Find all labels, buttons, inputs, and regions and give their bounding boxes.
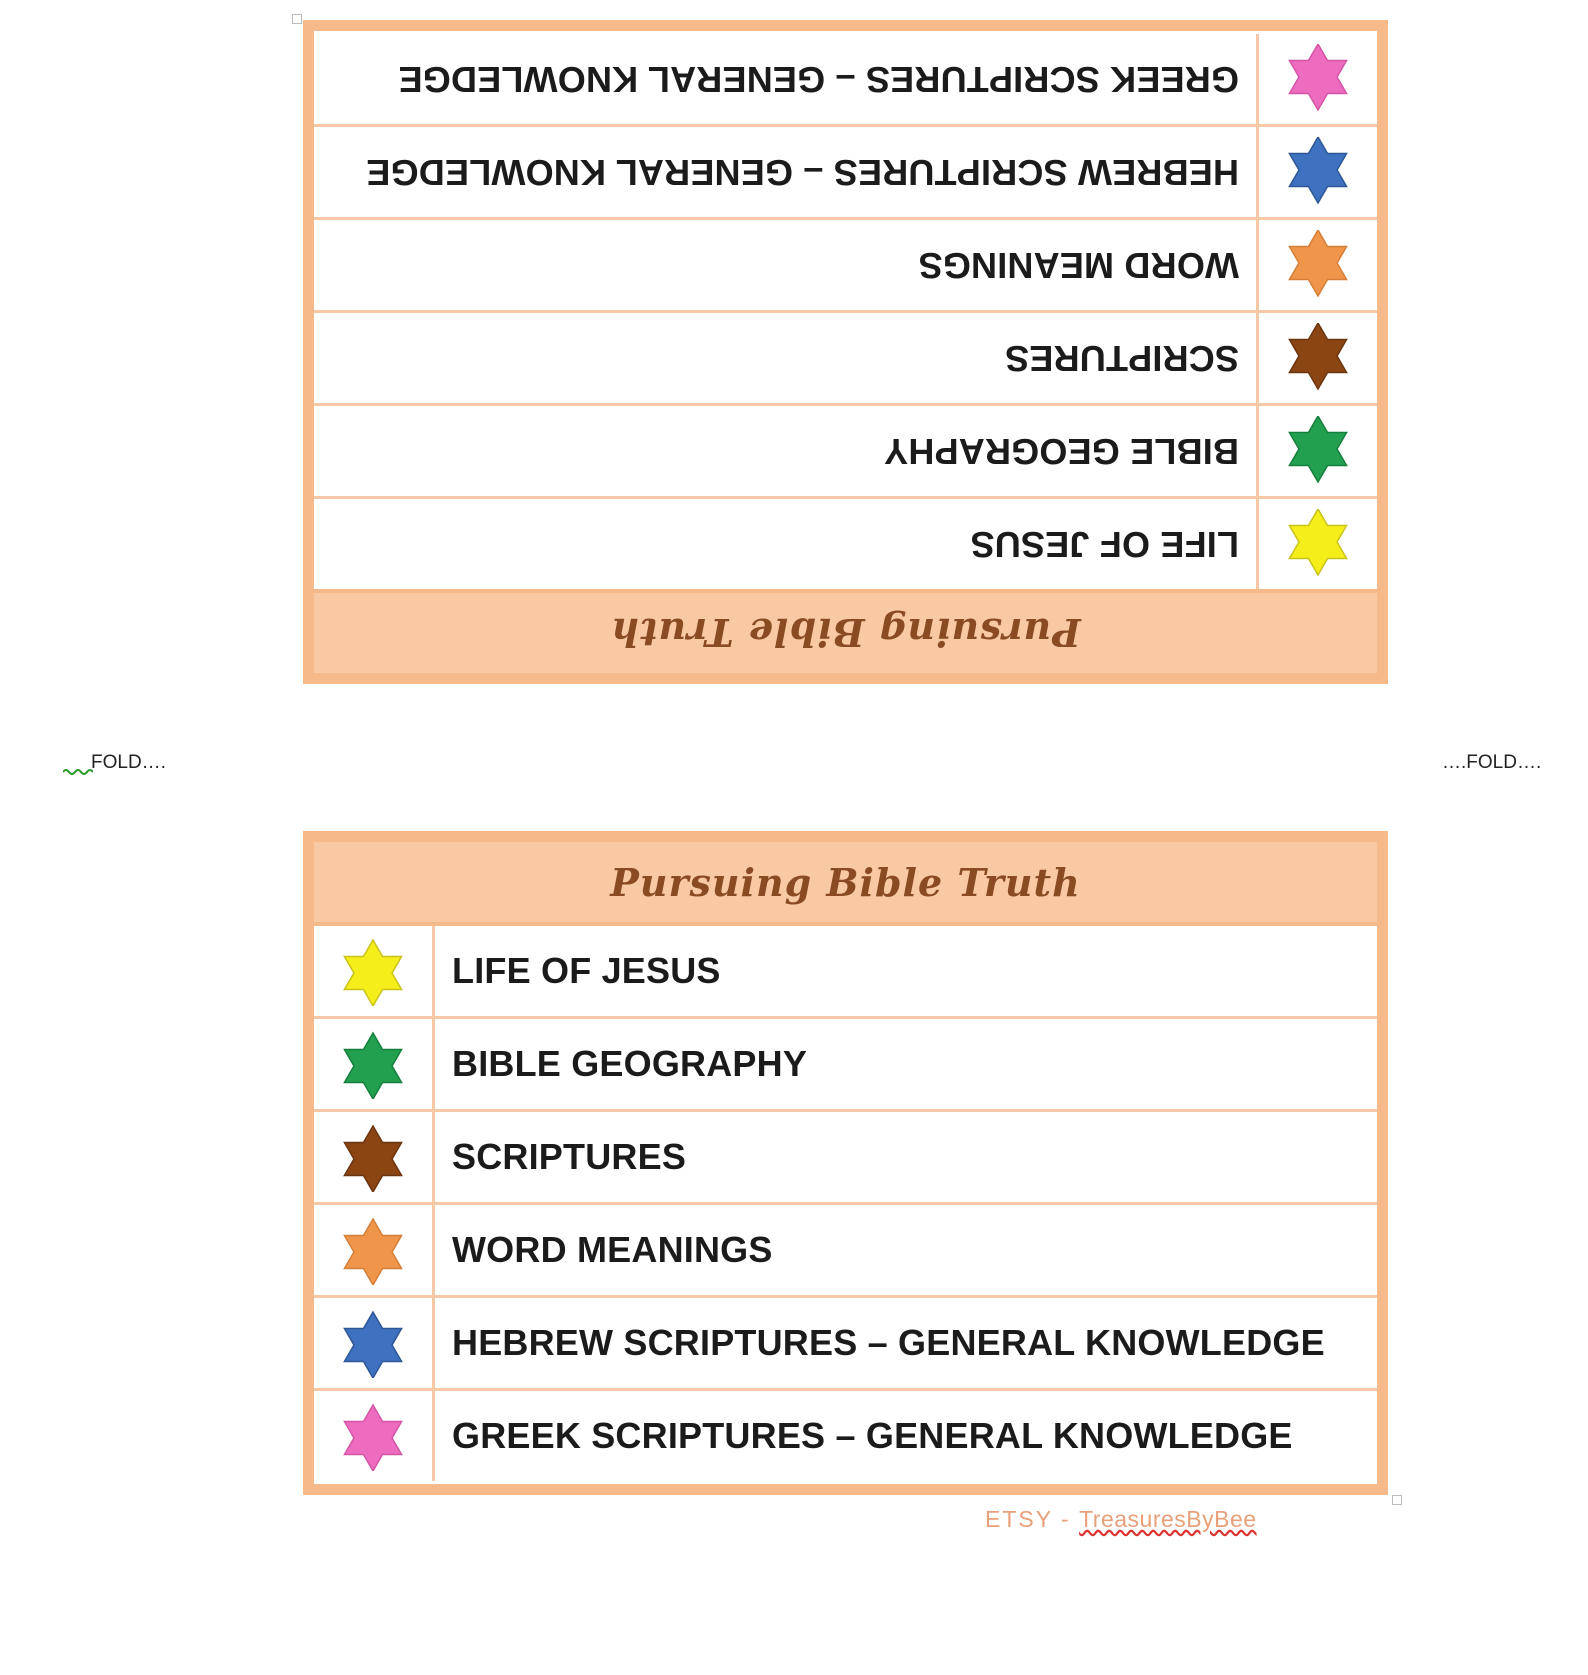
blue-star-icon <box>1283 137 1353 207</box>
fold-marker-right <box>1442 752 1541 774</box>
shop-name: TreasuresByBee <box>1079 1506 1257 1532</box>
category-label: WORD MEANINGS <box>314 219 1258 312</box>
category-label: BIBLE GEOGRAPHY <box>314 405 1258 498</box>
category-label: HEBREW SCRIPTURES – GENERAL KNOWLEDGE <box>434 1297 1378 1390</box>
pink-star-icon <box>1283 44 1353 114</box>
category-label: SCRIPTURES <box>314 312 1258 405</box>
fold-label-left: FOLD…. <box>91 752 166 773</box>
orange-star-icon <box>338 1215 408 1285</box>
credit-line <box>985 1506 1257 1533</box>
category-row <box>314 926 1377 1018</box>
resize-handle-icon <box>292 14 302 24</box>
category-table <box>314 926 1377 1481</box>
fold-marker-left <box>63 752 166 774</box>
category-row <box>314 312 1377 405</box>
credit-prefix: ETSY - <box>985 1506 1071 1532</box>
category-label: BIBLE GEOGRAPHY <box>434 1018 1378 1111</box>
spellcheck-squiggle-icon <box>63 768 93 776</box>
category-row <box>314 34 1377 126</box>
star-cell <box>1258 405 1378 498</box>
resize-handle-icon <box>1392 1495 1402 1505</box>
bookmark-card <box>303 831 1388 1495</box>
green-star-icon <box>338 1029 408 1099</box>
yellow-star-icon <box>338 936 408 1006</box>
star-cell <box>1258 219 1378 312</box>
category-label: LIFE OF JESUS <box>314 498 1258 590</box>
category-row <box>314 1297 1377 1390</box>
star-cell <box>314 926 434 1018</box>
yellow-star-icon <box>1283 509 1353 579</box>
category-label: LIFE OF JESUS <box>434 926 1378 1018</box>
star-cell <box>314 1297 434 1390</box>
star-cell <box>314 1111 434 1204</box>
category-label: HEBREW SCRIPTURES – GENERAL KNOWLEDGE <box>314 126 1258 219</box>
star-cell <box>314 1390 434 1482</box>
brown-star-icon <box>338 1122 408 1192</box>
star-cell <box>1258 312 1378 405</box>
star-cell <box>1258 126 1378 219</box>
bookmark-card-top-flipped <box>303 20 1388 684</box>
category-row <box>314 1204 1377 1297</box>
category-table <box>314 34 1377 589</box>
fold-label-right: ….FOLD…. <box>1442 752 1542 773</box>
category-row <box>314 126 1377 219</box>
category-row <box>314 1390 1377 1482</box>
category-row <box>314 1111 1377 1204</box>
star-cell <box>1258 34 1378 126</box>
category-label: SCRIPTURES <box>434 1111 1378 1204</box>
category-row <box>314 498 1377 590</box>
card-title: Pursuing Bible Truth <box>610 610 1081 656</box>
star-cell <box>1258 498 1378 590</box>
star-cell <box>314 1204 434 1297</box>
star-cell <box>314 1018 434 1111</box>
category-row <box>314 405 1377 498</box>
green-star-icon <box>1283 416 1353 486</box>
card-title: Pursuing Bible Truth <box>610 859 1081 905</box>
category-label: WORD MEANINGS <box>434 1204 1378 1297</box>
card-title-banner <box>314 842 1377 926</box>
category-label: GREEK SCRIPTURES – GENERAL KNOWLEDGE <box>452 1415 1293 1456</box>
card-title-banner <box>314 589 1377 673</box>
orange-star-icon <box>1283 230 1353 300</box>
category-row <box>314 1018 1377 1111</box>
pink-star-icon <box>338 1401 408 1471</box>
category-row <box>314 219 1377 312</box>
category-label: GREEK SCRIPTURES – GENERAL KNOWLEDGE <box>398 59 1239 100</box>
brown-star-icon <box>1283 323 1353 393</box>
blue-star-icon <box>338 1308 408 1378</box>
